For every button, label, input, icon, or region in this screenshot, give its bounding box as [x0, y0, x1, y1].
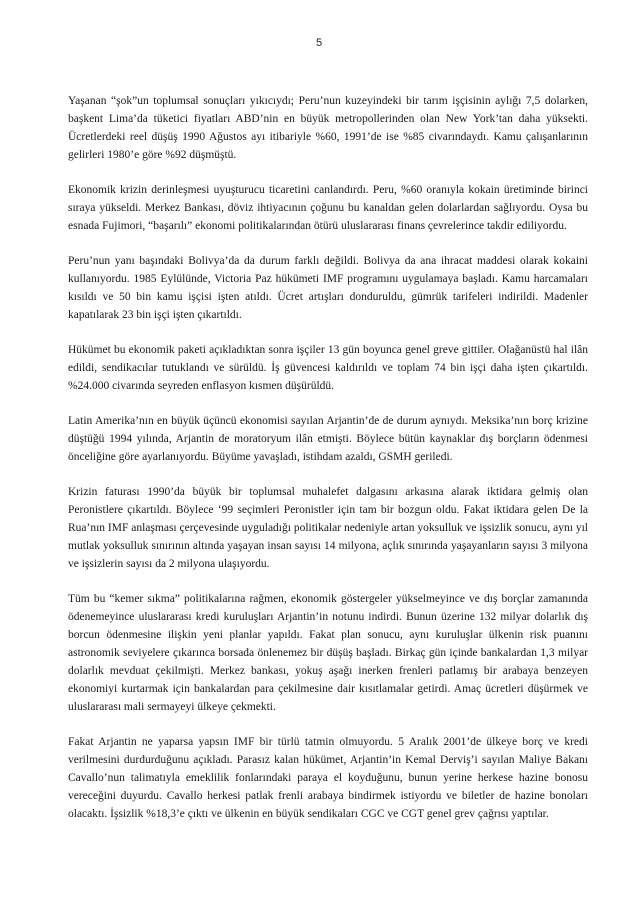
paragraph-argentina-austerity: Tüm bu “kemer sıkma” politikalarına rağmen, ekonomik göstergeler yükselmeyince ve dış borçlar zamanında ödenemeyince uluslararası kredi kuruluşları Arjantin’in notunu indirdi. Bunun üzerine 132 milyar dolarlık dış borcun ödenmesine ilişkin yeni planlar yapıldı. Fakat plan sonucu, aynı kuruluşlar ülkenin risk puanını astronomik seviyelere çıkarınca borsada önlenemez bir düşüş başladı. Birkaç gün içinde bankalardan 1,3 milyar dolarlık mevduat çekilmişti. Merkez bankası, yokuş aşağı inerken frenleri patlamış bir arabaya benzeyen ekonomiyi kurtarmak için bankalardan para çekilmesine dair kısıtlamalar getirdi. Amaç ücretleri düşürmek ve uluslararası mali sermayeyi ülkeye çekmekti.	[68, 593, 588, 713]
paragraph-argentina-moratorium: Latin Amerika’nın en büyük üçüncü ekonomisi sayılan Arjantin’de de durum aynıydı. Meksika’nın borç krizine düştüğü 1994 yılında, Arjantin de moratoryum ilân etmişti. Böylece bütün kaynaklar dış borçların ödenmesi önceliğine göre ayarlanıyordu. Büyüme yavaşladı, istihdam azaldı, GSMH geriledi.	[68, 415, 588, 463]
paragraph-argentina-imf: Fakat Arjantin ne yaparsa yapsın IMF bir türlü tatmin olmuyordu. 5 Aralık 2001’de ülkeye borç ve kredi verilmesini durdurduğunu açıkladı. Parasız kalan hükümet, Arjantin’in Kemal Derviş’i sayılan Maliye Bakanı Cavallo’nun talimatıyla emeklilik fonlarındaki paraya el koyduğunu, bunun yerine herkese hazine bonosu vereceğini duyurdu. Cavallo herkesi patlak frenli arabaya bindirmek istiyordu ve biletler de hazine bonoları olacaktı. İşsizlik %18,3’e çıktı ve ülkenin en büyük sendikaları CGC ve CGT genel grev çağrısı yaptılar.	[68, 736, 588, 820]
paragraph-peru-drug-trade: Ekonomik krizin derinleşmesi uyuşturucu ticaretini canlandırdı. Peru, %60 oranıyla kokain üretiminde birinci sıraya yükseldi. Merkez Bankası, döviz ihtiyacının çoğunu bu kanaldan gelen dolarlardan sağlıyordu. Oysa bu esnada Fujimori, “başarılı” ekonomi politikalarından ötürü uluslararası finans çevrelerince takdir ediliyordu.	[68, 184, 588, 232]
paragraph-peru-shock: Yaşanan “şok”un toplumsal sonuçları yıkıcıydı; Peru’nun kuzeyindeki bir tarım işçisinin aylığı 7,5 dolarken, başkent Lima’da tüketici fiyatları ABD’nin en büyük metropollerinden olan New York’tan daha yüksekti. Ücretlerdeki reel düşüş 1990 Ağustos ayı itibariyle %60, 1991’de ise %85 civarındaydı. Kamu çalışanlarının gelirleri 1980’e göre %92 düşmüştü.	[68, 95, 588, 161]
page-number: 5	[315, 37, 323, 49]
paragraph-bolivia: Peru’nun yanı başındaki Bolivya’da da durum farklı değildi. Bolivya da ana ihracat maddesi olarak kokaini kullanıyordu. 1985 Eylülünde, Victoria Paz hükümeti IMF programını uygulamaya başladı. Kamu harcamaları kısıldı ve 50 bin kamu işçisi işten atıldı. Ücret artışları donduruldu, gümrük tarifeleri indirildi. Madenler kapatılarak 23 bin işçi işten çıkartıldı.	[68, 255, 588, 321]
paragraph-argentina-peronists: Krizin faturası 1990’da büyük bir toplumsal muhalefet dalgasını arkasına alarak iktidara gelmiş olan Peronistlere çıkartıldı. Böylece ‘99 seçimleri Peronistler için tam bir bozgun oldu. Fakat iktidara gelen De la Rua’nın IMF anlaşması çerçevesinde uyguladığı politikalar nedeniyle artan yoksulluk ve işsizlik sonucu, aynı yıl mutlak yoksulluk sınırının altında yaşayan insan sayısı 14 milyona, açlık sınırında yaşayanların sayısı 3 milyona ve işsizlerin sayısı da 2 milyona ulaşıyordu.	[68, 486, 588, 570]
document-body	[68, 92, 588, 840]
paragraph-bolivia-strike: Hükümet bu ekonomik paketi açıkladıktan sonra işçiler 13 gün boyunca genel greve gittiler. Olağanüstü hal ilân edildi, sendikacılar tutuklandı ve sürüldü. İş güvencesi kaldırıldı ve toplam 74 bin işçi daha işten çıkartıldı. %24.000 civarında seyreden enflasyon kısmen düşürüldü.	[68, 344, 588, 392]
